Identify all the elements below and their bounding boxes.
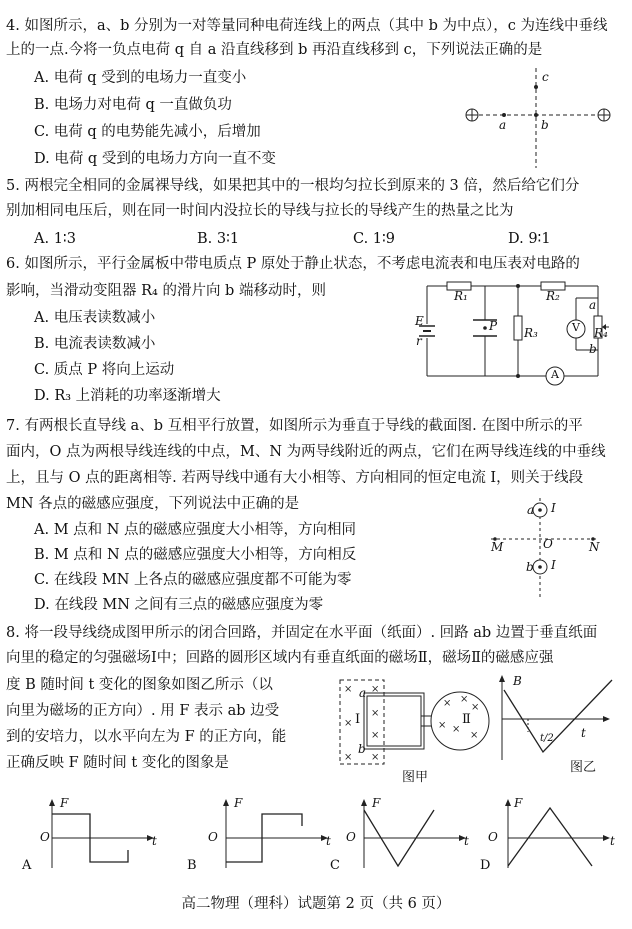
- svg-text:×: ×: [470, 730, 479, 741]
- q5-option-b: B. 3∶1: [197, 231, 240, 247]
- q4-option-a: A. 电荷 q 受到的电场力一直变小: [34, 70, 247, 86]
- graph-d-label-t: t: [610, 834, 615, 848]
- q4-option-c: C. 电荷 q 的电势能先减小，后增加: [34, 124, 261, 140]
- q7-label-b: b: [526, 560, 534, 574]
- answer-graph-c: [350, 798, 470, 870]
- q6-label-r: r: [416, 334, 422, 348]
- q8-stem-line-5: 到的安培力，以水平向左为 F 的正方向，能: [6, 729, 287, 745]
- graph-b-label-t: t: [326, 834, 331, 848]
- answer-graph-b: [212, 798, 332, 870]
- q7-stem-line-1: 7. 有两根长直导线 a、b 互相平行放置，如图所示为垂直于导线的截面图. 在图中所示的平: [6, 418, 583, 434]
- answer-label-d: D: [480, 858, 491, 873]
- q4-stem-line-2: 上的一点.今将一负点电荷 q 自 a 沿直线移到 b 再沿直线移到 c，下列说法正确的是: [6, 42, 543, 58]
- q5-stem-line-2: 别加相同电压后，则在同一时间内没拉长的导线与拉长的导线产生的热量之比为: [6, 203, 514, 219]
- q4-label-a: a: [499, 118, 507, 132]
- svg-text:×: ×: [371, 730, 380, 741]
- q7-label-o: O: [543, 537, 553, 551]
- q6-ammeter-label: A: [551, 368, 559, 381]
- q8-label-a: a: [359, 686, 367, 700]
- q6-label-p: P: [489, 319, 498, 333]
- q8-label-field-2: Ⅱ: [462, 712, 471, 727]
- q6-label-r3: R₃: [524, 326, 538, 340]
- svg-text:×: ×: [344, 752, 353, 763]
- svg-text:×: ×: [344, 684, 353, 695]
- q4-option-b: B. 电场力对电荷 q 一直做负功: [34, 97, 232, 113]
- graph-d-label-f: F: [514, 796, 523, 810]
- q5-stem-line-1: 5. 两根完全相同的金属裸导线，如果把其中的一根均匀拉长到原来的 3 倍，然后给它们分: [6, 178, 580, 194]
- q4-stem-line-1: 4. 如图所示，a、b 分别为一对等量同种电荷连线上的两点（其中 b 为中点），c 为连线中垂线: [6, 18, 608, 34]
- svg-text:×: ×: [438, 720, 447, 731]
- graph-c-label-f: F: [372, 796, 381, 810]
- q7-stem-line-3: 上，且与 O 点的距离相等. 若两导线中通有大小相等、方向相同的恒定电流 I，则关于线段: [6, 470, 584, 486]
- q7-option-b: B. M 点和 N 点的磁感应强度大小相等，方向相反: [34, 547, 357, 563]
- q6-label-r2: R₂: [546, 289, 560, 303]
- q8-label-field-1: Ⅰ: [355, 712, 361, 727]
- svg-text:×: ×: [371, 708, 380, 719]
- q6-label-r4: R₄: [594, 326, 608, 340]
- q8-stem-line-2: 向里的稳定的匀强磁场Ⅰ中；回路的圆形区域内有垂直纸面的磁场Ⅱ，磁场Ⅱ的磁感应强: [6, 650, 554, 666]
- q7-stem-line-2: 面内，O 点为两根导线连线的中点，M、N 为两导线附近的两点，它们在两导线连线的中垂线: [6, 444, 606, 460]
- q8-label-b: b: [358, 742, 366, 756]
- page-footer: 高二物理（理科）试题第 2 页（共 6 页）: [181, 896, 451, 912]
- q8-yi-label-t: t: [581, 726, 586, 740]
- q5-option-c: C. 1∶9: [353, 231, 396, 247]
- q5-option-d: D. 9∶1: [508, 231, 551, 247]
- q7-label-i-bottom: I: [551, 558, 556, 572]
- q6-option-a: A. 电压表读数减小: [34, 310, 156, 326]
- graph-a-label-t: t: [152, 834, 157, 848]
- q7-option-d: D. 在线段 MN 之间有三点的磁感应强度为零: [34, 597, 324, 613]
- q6-circuit-figure: [413, 278, 618, 386]
- answer-label-a: A: [22, 858, 32, 873]
- graph-b-label-o: O: [208, 830, 218, 844]
- q6-label-b: b: [589, 342, 597, 356]
- figure-jia-caption: 图甲: [402, 770, 429, 785]
- svg-text:×: ×: [443, 698, 452, 709]
- q8-stem-line-1: 8. 将一段导线绕成图甲所示的闭合回路，并固定在水平面（纸面）. 回路 ab 边置于垂直纸面: [6, 625, 598, 641]
- q6-voltmeter-label: V: [572, 321, 580, 334]
- q7-option-c: C. 在线段 MN 上各点的磁感应强度都不可能为零: [34, 572, 352, 588]
- q4-option-d: D. 电荷 q 受到的电场力方向一直不变: [34, 151, 276, 167]
- graph-c-label-o: O: [346, 830, 356, 844]
- answer-label-c: C: [330, 858, 340, 873]
- q6-option-c: C. 质点 P 将向上运动: [34, 362, 175, 378]
- q4-charge-figure: [458, 60, 618, 172]
- q7-label-i-top: I: [551, 501, 556, 515]
- q8-stem-line-4: 向里为磁场的正方向）. 用 F 表示 ab 边受: [6, 703, 280, 719]
- svg-text:×: ×: [371, 684, 380, 695]
- graph-d-label-o: O: [488, 830, 498, 844]
- graph-a-label-f: F: [60, 796, 69, 810]
- graph-a-label-o: O: [40, 830, 50, 844]
- svg-text:×: ×: [371, 752, 380, 763]
- q7-option-a: A. M 点和 N 点的磁感应强度大小相等，方向相同: [34, 522, 357, 538]
- q7-stem-line-4: MN 各点的磁感应强度，下列说法中正确的是: [6, 496, 300, 512]
- q6-stem-line-2: 影响，当滑动变阻器 R₄ 的滑片向 b 端移动时，则: [6, 283, 326, 299]
- svg-text:×: ×: [344, 718, 353, 729]
- q6-option-d: D. R₃ 上消耗的功率逐渐增大: [34, 388, 221, 404]
- q6-label-r1: R₁: [454, 289, 468, 303]
- q7-label-m: M: [491, 540, 504, 554]
- q4-label-c: c: [542, 70, 549, 84]
- q6-stem-line-1: 6. 如图所示，平行金属板中带电质点 P 原处于静止状态，不考虑电流表和电压表对电路的: [6, 256, 580, 272]
- q6-label-e: E: [415, 314, 424, 328]
- q8-stem-line-3: 度 B 随时间 t 变化的图象如图乙所示（以: [6, 677, 273, 693]
- answer-label-b: B: [187, 858, 197, 873]
- q5-option-a: A. 1∶3: [34, 231, 76, 247]
- q8-yi-label-half: t/2: [540, 733, 554, 744]
- answer-graph-a: [38, 798, 158, 870]
- graph-b-label-f: F: [234, 796, 243, 810]
- q7-label-a: a: [527, 503, 535, 517]
- graph-c-label-t: t: [464, 834, 469, 848]
- figure-yi-caption: 图乙: [570, 760, 597, 775]
- q6-option-b: B. 电流表读数减小: [34, 336, 156, 352]
- q7-label-n: N: [589, 540, 600, 554]
- q8-stem-line-6: 正确反映 F 随时间 t 变化的图象是: [6, 755, 229, 771]
- answer-graph-d: [494, 798, 619, 870]
- svg-text:×: ×: [460, 694, 469, 705]
- svg-text:×: ×: [471, 702, 480, 713]
- q6-label-a: a: [589, 298, 597, 312]
- q4-label-b: b: [541, 118, 549, 132]
- q8-yi-label-b: B: [513, 674, 522, 688]
- svg-text:×: ×: [452, 724, 461, 735]
